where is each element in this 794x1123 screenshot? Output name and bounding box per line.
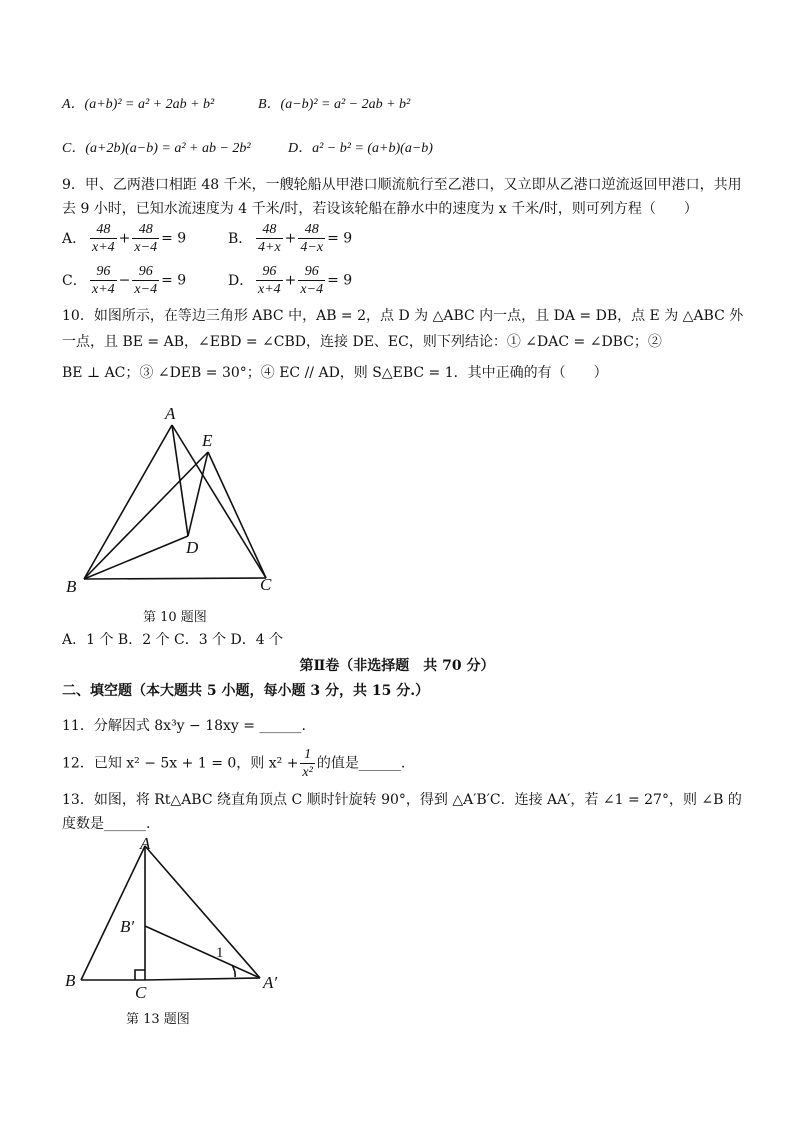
label-a: A [140,834,151,853]
q10-options: A．1 个 B．2 个 C．3 个 D．4 个 [62,632,284,648]
segment-bc [84,578,266,579]
label-bprime: B′ [120,917,135,936]
q8-option-b: B．(a−b)² = a² − 2ab + b² [258,97,411,112]
q13-stem-line2: 度数是______. [62,816,151,832]
segment-ab [81,846,145,980]
q9-option-c: C． $\frac{96}{x+4}$ − $\frac{96}{x-4}$ = 9 [62,264,187,297]
q9-option-b: B． $\frac{48}{4+x}$ + $\frac{48}{4-x}$ = 9 [228,222,353,255]
q10-stem-line3: BE ⊥ AC；③ ∠DEB = 30°；④ EC // AD，则 S△EBC = 1．其中正确的有（ ） [62,365,608,381]
q10-stem-line1: 10．如图所示，在等边三角形 ABC 中，AB = 2，点 D 为 △ABC 内一点，且 DA = DB，点 E 为 △ABC 外 [62,308,744,324]
q13-figure [60,834,290,1004]
label-b: B [66,577,77,596]
q11-text: 11．分解因式 8x³y − 18xy = ______. [62,718,306,734]
q10-figure [60,398,290,600]
label-angle-1: 1 [216,945,224,961]
q8-option-a: A．(a+b)² = a² + 2ab + b² [62,97,215,112]
label-b: B [65,971,76,990]
segment-a-aprime [145,846,260,978]
q9-option-d: D． $\frac{96}{x+4}$ + $\frac{96}{x-4}$ = 9 [228,264,353,297]
q12-text: 12．已知 x² − 5x + 1 = 0，则 x² + $\frac{1}{\text{x²}}$ 的值是______. [62,747,406,780]
q8-option-c: C．(a+2b)(a−b) = a² + ab − 2b² [62,141,251,156]
segment-ec [208,452,266,578]
q9-stem-line1: 9．甲、乙两港口相距 48 千米，一艘轮船从甲港口顺流航行至乙港口，又立即从乙港口逆流返回甲港口，共用 [62,177,742,193]
label-d: D [186,538,199,557]
right-angle-mark [135,970,145,980]
segment-bd [84,536,188,579]
q13-figure-caption: 第 13 题图 [126,1012,190,1027]
q8-option-d: D．a² − b² = (a+b)(a−b) [288,141,433,156]
label-e: E [202,431,213,450]
label-aprime: A′ [263,973,278,992]
q13-stem-line1: 13．如图，将 Rt△ABC 绕直角顶点 C 顺时针旋转 90°，得到 △A′B′C．连接 AA′，若 ∠1 = 27°，则 ∠B 的 [62,792,742,808]
label-c: C [260,575,272,594]
q9-stem-line2: 去 9 小时，已知水流速度为 4 千米/时，若设该轮船在静水中的速度为 x 千米/时，则可列方程（ ） [62,201,698,217]
label-a: A [165,404,176,423]
segment-c-aprime [145,978,260,980]
q10-figure-caption: 第 10 题图 [143,610,207,625]
q9-option-a: A． $\frac{48}{x+4}$ + $\frac{48}{x-4}$ = 9 [62,222,187,255]
segment-de [188,452,208,536]
label-c: C [135,983,147,1002]
section-fill-in-heading: 二、填空题（本大题共 5 小题，每小题 3 分，共 15 分.） [62,683,430,699]
q10-stem-line2: 一点，且 BE = AB，∠EBD = ∠CBD，连接 DE、EC，则下列结论：① ∠DAC = ∠DBC；② [62,334,662,350]
segment-bprime-aprime [145,926,260,978]
part2-title: 第Ⅱ卷（非选择题 共 70 分） [299,658,495,674]
